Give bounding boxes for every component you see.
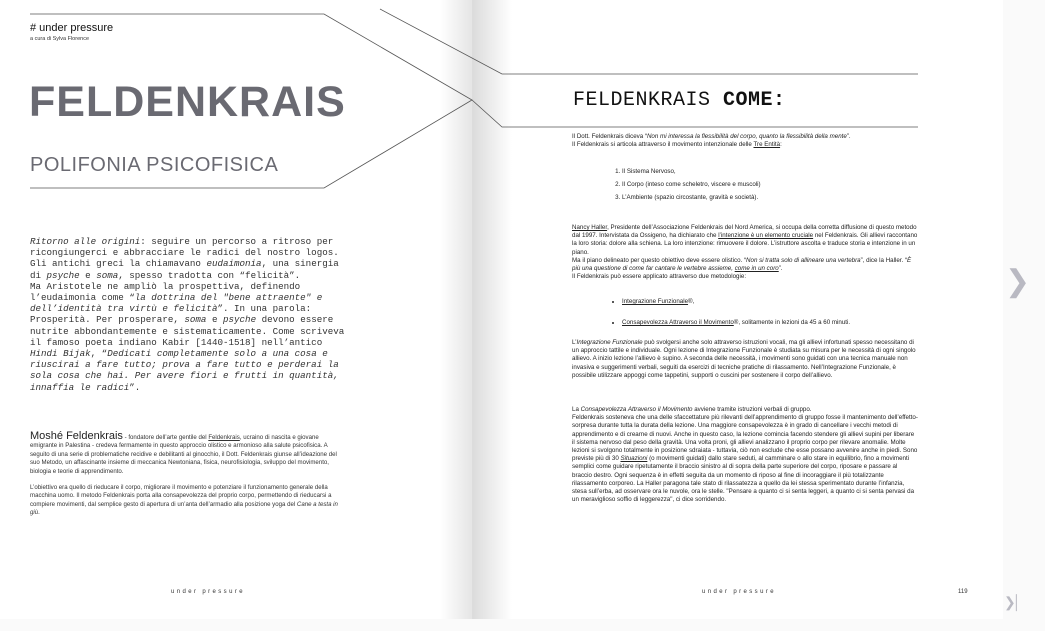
methods-intro: Il Feldenkrais può essere applicato attraverso due metodologie: <box>572 273 747 281</box>
integrazione-link[interactable]: Integrazione Funzionale <box>622 298 689 305</box>
rbody-span: nel Feldenkrais. Gli allievi raccontano la loro storia: dolore alla schiena. La loro intenzione: rimuovere il dolore. L’istruttore ascolta e traduce storia e intenzione in un piano. <box>572 232 918 256</box>
intro-emph: soma <box>184 314 207 326</box>
haller-block <box>572 224 918 281</box>
right-title-part: FELDENKRAIS <box>573 89 724 112</box>
intro-emph: soma <box>96 269 119 281</box>
intro-text-span: ”. In una parola: Prosperità. Per prosperare, <box>30 303 312 326</box>
methods-list <box>572 298 918 332</box>
right-footer: under pressure <box>702 589 776 595</box>
intro-emph: la dottrina del "bene attraente" e dell’identità tra virtù e felicità <box>30 292 323 315</box>
right-title <box>573 89 786 112</box>
right-frame-line-top <box>380 9 918 74</box>
feldenkrais-link[interactable]: Feldenkrais <box>208 434 240 441</box>
entity-item: 2. Il Corpo (inteso come scheletro, viscere e muscoli) <box>622 181 918 189</box>
right-title-emph: COME: <box>723 89 786 112</box>
entities-intro <box>572 141 918 149</box>
left-frame-line <box>30 14 472 188</box>
bio-emph: Cane a testa in giù <box>30 500 338 517</box>
tre-entita-link[interactable]: Tre Entità <box>753 141 781 149</box>
quote-paragraph <box>572 133 918 141</box>
intro-emph: psyche <box>46 269 80 281</box>
rbody-span: Feldenkrais sosteneva che una delle sfaccettature più rilevanti dell’apprendimento di gruppo fosse il mantenimento dell’effetto-sorpresa durante tutta la durata della lezione. Una maggiore consapevolezza è in grado di cancellare i vecchi metodi di apprendimento e di crearne di nuovi. Anche in questo caso, la lezione comincia facendo stendere gli allievi supini per liberare il sistema nervoso dal peso della gravità. Una volta proni, gli allievi analizzano il proprio corpo per rilevare anomalie. Molte lezioni si svolgono totalmente in posizione sdraiata - tuttavia, ciò non esclude che esse possano avvenire anche in piedi. Sono previste più di 30 <box>572 414 918 463</box>
consapevolezza-paragraph <box>572 414 918 504</box>
left-footer: under pressure <box>171 589 245 595</box>
haller-quote: Non si tratta solo di allineare una vertebra <box>746 256 861 264</box>
haller-quote: È più una questione di come far cantare le vertebre assieme, <box>572 256 912 273</box>
section-tag: # under pressure <box>30 22 114 34</box>
bio-text-span: L’obiettivo era quello di rieducare il corpo, migliorare il movimento e potenziare il funzionamento generale della macchina uomo. Il metodo Feldenkrais porta alla consapevolezza del proprio corpo, permettendo di rieducarsi a compiere movimenti, dal semplice gesto di apertura di un’anta dell’armadio alla posizione yoga del <box>30 484 332 508</box>
rbody-span: Il Dott. Feldenkrais diceva “ <box>572 133 647 140</box>
method-item <box>622 298 918 306</box>
article-subtitle: POLIFONIA PSICOFISICA <box>30 154 279 176</box>
intro-quote: Dedicati completamente solo a una cosa e riuscirai a fare tutto; prova a fare tutto e perderai la sola cosa che hai. Per avere fiori e frutti in quantità, innaffia le radici <box>30 348 339 393</box>
rbody-span: può svolgersi anche solo attraverso istruzioni vocali, ma gli allievi infortunati spesso necessitano di un approccio tattile e individuale. Ogni lezione di Integrazione Funzionale è studiata su misura per le necessità di ogni singolo allievo. A inizio lezione l’allievo è supino. A seconda delle necessità, i movimenti sono guidati con una tecnica manuale non invasiva e suggerimenti verbali, seguiti da esercizi di tecniche pratiche di rilassamento. Nell’Integrazione Funzionale, è possibile utilizzare appoggi come tappetini, supporti o cuscini per sostenere il corpo dell’allievo. <box>572 339 916 379</box>
haller-paragraph <box>572 224 918 257</box>
bio-text-span: - fondatore dell’arte gentile del <box>122 434 209 441</box>
curator-credit: a cura di Sylva Florence <box>30 36 89 42</box>
bio-text-span: . <box>38 509 40 517</box>
rbody-emph: Integrazione Funzionale <box>576 339 643 346</box>
rbody-span: , Presidente dell’Associazione Feldenkrais del Nord America, si occupa della corretta diffusione di questo metodo dal 1997. Intervistata da Ossigeno, ha dichiarato che <box>572 224 917 240</box>
entity-item: 1. Il Sistema Nervoso, <box>622 168 918 176</box>
intro-text-span: Ma Aristotele ne ampliò la prospettiva, definendo l’eudaimonia come “ <box>30 280 301 304</box>
bio-text-span: , ucraino di nascita e giovane emigrante in Palestina - credeva fermamente in questo approccio olistico e armonioso alla salute psicofisica. A seguito di una serie di problematiche recidive e debilitanti al ginocchio, il Dott. Feldenkrais giunse all’ideazione del suo Metodo, un affascinante insieme di meccanica Newtoniana, fisica, neurofisiologia, sviluppo del movimento, biologia e teorie di apprendimento. <box>30 434 337 475</box>
rbody-span: ”, dice la Haller. “ <box>860 256 908 264</box>
method-item <box>622 319 918 327</box>
intro-text-span: devono essere nutrite abbondantemente e sistematicamente. Come scriveva il famoso poeta indiano Kabir [1440-1518] nell’antico <box>30 314 345 348</box>
intro-text-span: ”. <box>129 381 141 393</box>
rbody-span: ®, <box>688 298 695 305</box>
haller-paragraph-2 <box>572 257 918 273</box>
intro-text-span: : seguire un percorso a ritroso per ricongiungerci e abbracciare le radici del nostro logos. Gli antichi greci la chiamavano <box>30 236 339 270</box>
intro-emph: Ritorno alle origini <box>30 236 141 247</box>
quote-block <box>572 133 918 149</box>
rbody-span: : <box>780 141 782 149</box>
integrazione-paragraph <box>572 339 918 380</box>
page-number: 119 <box>958 589 968 595</box>
rbody-span: ”. <box>778 265 783 273</box>
rbody-span: L’ <box>572 339 577 346</box>
rbody-span: Il Feldenkrais si articola attraverso il movimento intenzionale delle <box>572 141 754 149</box>
intro-text-span: , spesso tradotta con “felicità”. <box>118 269 301 281</box>
rbody-span: La <box>572 406 581 413</box>
consapevolezza-block <box>572 406 918 504</box>
chevron-right-icon[interactable]: ❯ <box>1005 265 1031 298</box>
bio-name: Moshé Feldenkrais <box>30 430 123 442</box>
intro-text-span: , una sinergia di <box>30 258 339 281</box>
rbody-span: ”. <box>846 133 851 140</box>
intro-text-span: , “ <box>90 348 108 360</box>
entity-item: 3. L’Ambiente (spazio circostante, gravità e società). <box>622 194 918 202</box>
intro-emph: Hindi Bijak <box>30 348 91 360</box>
intro-emph: psyche <box>223 314 257 326</box>
consapevolezza-link[interactable]: Consapevolezza Attraverso il Movimento <box>622 319 734 327</box>
article-title: FELDENKRAIS <box>29 78 346 126</box>
nancy-haller-link[interactable]: Nancy Haller <box>572 224 608 231</box>
rbody-emph: Consapevolezza Attraverso il Movimento <box>580 406 693 413</box>
skip-to-end-icon[interactable]: ❯│ <box>1004 594 1019 610</box>
rbody-span: avviene tramite istruzioni verbali di gruppo. <box>692 406 812 413</box>
situazioni-link[interactable]: Situazioni <box>620 455 648 463</box>
intro-text-span: e <box>206 314 223 326</box>
intro-text-span: e <box>79 269 97 281</box>
integrazione-block <box>572 339 918 380</box>
rbody-span: Ma il piano delineato per questo obiettivo deve essere olistico. “ <box>572 256 747 264</box>
entities-list <box>572 168 918 208</box>
rbody-span: (o movimenti guidati) dallo stare seduti, al camminare o allo stare in equilibrio, fino a movimenti semplici come guidare ripetutamente il braccio sinistro al di sopra della parte superiore del corpo, riposare e passare al braccio destro. Ogni sequenza è in effetti seguita da un momento di riposo al fine di incoraggiare il più totalizzante rilassamento corporeo. La Haller paragona tale stato di rilassatezza a quello da lei stessa sperimentato durante l’infanzia, stesa sull’erba, ad osservare ora le nuvole, ora le stelle. "Pensare a quanto ci si senta leggeri, a quanto ci si senta pervasi da un meraviglioso soffio di leggerezza", ci dice sorridendo. <box>572 455 915 504</box>
rbody-span: ®, solitamente in lezioni da 45 a 60 minuti. <box>733 319 851 327</box>
coro-link[interactable]: come in un coro <box>734 265 779 273</box>
consapevolezza-heading <box>572 406 918 414</box>
feldenkrais-quote: Non mi interessa la flessibilità del corpo, quanto la flessibilità della mente <box>646 133 847 140</box>
intro-emph: eudaimonia <box>206 258 262 270</box>
intenzione-link[interactable]: l’intenzione è un elemento cruciale <box>718 232 814 240</box>
